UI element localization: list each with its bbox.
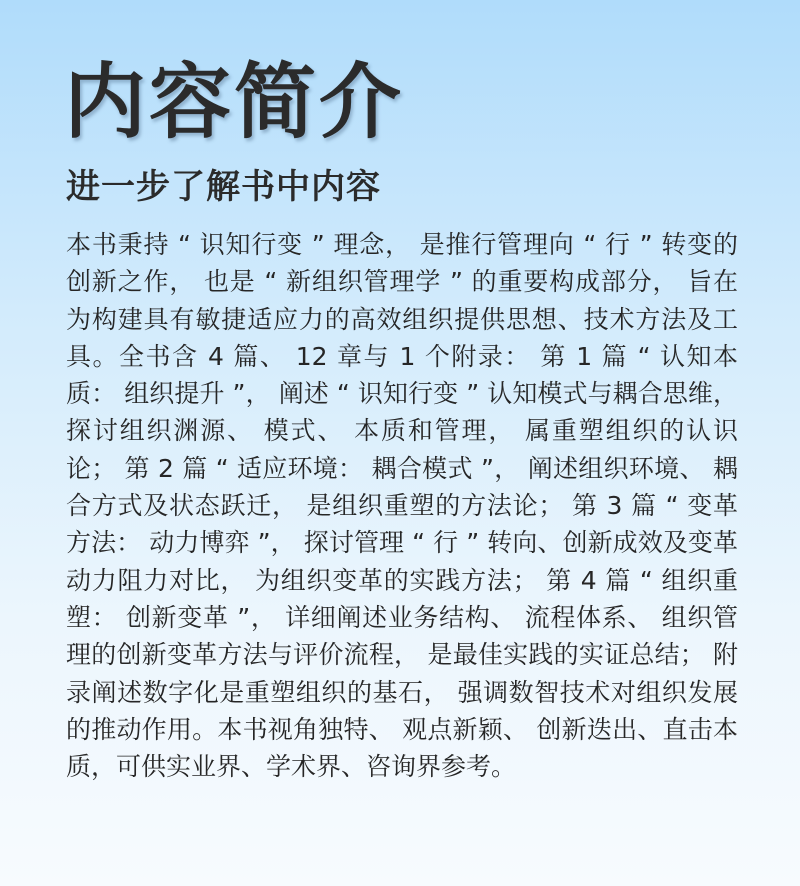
page-title: 内容简介 xyxy=(64,55,405,150)
page-subtitle: 进一步了解书中内容 xyxy=(66,167,381,207)
intro-paragraph: 本书秉持 “ 识知行变 ” 理念， 是推行管理向 “ 行 ” 转变的创新之作， 也是 “ 新组织管理学 ” 的重要构成部分， 旨在为构建具有敏捷适应力的高效组织提供思想、技术方法及工具。全书含 4 篇、 12 章与 1 个附录： 第 1 篇 “ 认知本质： 组织提升 ”， 阐述 “ 识知行变 ” 认知模式与耦合思维， 探讨组织渊源、 模式、 本质和管理， 属重塑组织的认识论； 第 2 篇 “ 适应环境： 耦合模式 ”， 阐述组织环境、 耦合方式及状态跃迁， 是组织重塑的方法论； 第 3 篇 “ 变革方法： 动力博弈 ”， 探讨管理 “ 行 ” 转向、创新成效及变革动力阻力对比， 为组织变革的实践方法； 第 4 篇 “ 组织重塑： 创新变革 ”， 详细阐述业务结构、 流程体系、 组织管理的创新变革方法与评价流程， 是最佳实践的实证总结； 附录阐述数字化是重塑组织的基石， 强调数智技术对组织发展的推动作用。本书视角独特、 观点新颖、 创新迭出、直击本质，可供实业界、学术界、咨询界参考。 xyxy=(66,230,738,782)
